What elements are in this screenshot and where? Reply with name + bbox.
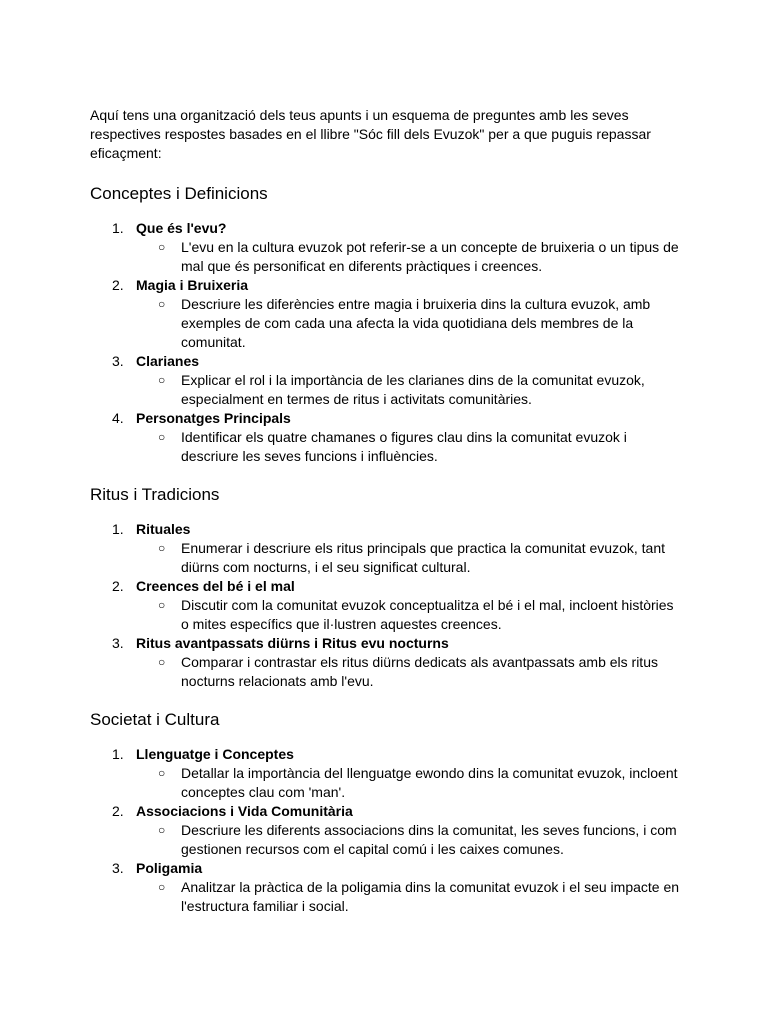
list-item [90,634,680,691]
sub-item [136,238,680,276]
list-item [90,520,680,577]
item-number: 4. [112,410,124,426]
item-number: 2. [112,277,124,293]
item-detail: Detallar la importància del llenguatge ewondo dins la comunitat evuzok, incloent conceptes clau com 'man'. [181,765,678,800]
item-number: 1. [112,220,124,236]
sub-item [136,295,680,352]
list-item [90,409,680,466]
numbered-list [90,520,680,691]
item-detail: Descriure les diferents associacions dins la comunitat, les seves funcions, i com gestionen recursos com el capital comú i les caixes comunes. [181,822,677,857]
circle-bullet-icon: ○ [158,297,166,311]
item-title: Llenguatge i Conceptes [136,746,294,762]
item-title: Poligamia [136,860,203,876]
item-number: 3. [112,635,124,651]
circle-bullet-icon: ○ [158,373,166,387]
item-title: Associacions i Vida Comunitària [136,803,353,819]
sub-item [136,539,680,577]
sub-item [136,653,680,691]
numbered-list [90,219,680,466]
item-number: 2. [112,578,124,594]
sub-item [136,878,680,916]
item-detail: Descriure les diferències entre magia i bruixeria dins la cultura evuzok, amb exemples de com cada una afecta la vida quotidiana dels membres de la comunitat. [181,296,651,350]
section-title: Societat i Cultura [90,710,220,729]
item-title: Creences del bé i el mal [136,578,295,594]
section-conceptes [90,183,680,466]
item-detail: L'evu en la cultura evuzok pot referir-se a un concepte de bruixeria o un tipus de mal que és personificat en diferents pràctiques i creences. [181,239,679,274]
sub-item [136,764,680,802]
list-item [90,352,680,409]
item-detail: Identificar els quatre chamanes o figures clau dins la comunitat evuzok i descriure les seves funcions i influències. [181,429,627,464]
item-title: Rituales [136,521,191,537]
circle-bullet-icon: ○ [158,240,166,254]
list-item [90,276,680,352]
item-detail: Explicar el rol i la importància de les clarianes dins de la comunitat evuzok, especialment en termes de ritus i activitats comunitàries. [181,372,645,407]
item-title: Que és l'evu? [136,220,227,236]
circle-bullet-icon: ○ [158,823,166,837]
item-number: 1. [112,746,124,762]
item-title: Magia i Bruixeria [136,277,249,293]
sub-item [136,821,680,859]
circle-bullet-icon: ○ [158,880,166,894]
item-number: 3. [112,353,124,369]
list-item [90,745,680,802]
list-item [90,219,680,276]
sub-item [136,428,680,466]
item-detail: Comparar i contrastar els ritus diürns dedicats als avantpassats amb els ritus nocturns relacionats amb l'evu. [181,654,658,689]
circle-bullet-icon: ○ [158,430,166,444]
item-detail: Discutir com la comunitat evuzok conceptualitza el bé i el mal, incloent històries o mites específics que il·lustren aquestes creences. [181,597,674,632]
section-title: Ritus i Tradicions [90,485,220,504]
item-title: Clarianes [136,353,200,369]
item-number: 2. [112,803,124,819]
item-title: Ritus avantpassats diürns i Ritus evu nocturns [136,635,449,651]
circle-bullet-icon: ○ [158,655,166,669]
sub-item [136,596,680,634]
item-detail: Enumerar i descriure els ritus principals que practica la comunitat evuzok, tant diürns com nocturns, i el seu significat cultural. [181,540,665,575]
intro-paragraph: Aquí tens una organització dels teus apunts i un esquema de preguntes amb les seves respectives respostes basades en el llibre "Sóc fill dels Evuzok" per a que puguis repassar eficaçment: [90,107,651,161]
item-detail: Analitzar la pràctica de la poligamia dins la comunitat evuzok i el seu impacte en l'estructura familiar i social. [181,879,680,914]
item-number: 1. [112,521,124,537]
list-item [90,802,680,859]
circle-bullet-icon: ○ [158,598,166,612]
item-number: 3. [112,860,124,876]
item-title: Personatges Principals [136,410,291,426]
sub-item [136,371,680,409]
list-item [90,577,680,634]
circle-bullet-icon: ○ [158,541,166,555]
numbered-list [90,745,680,916]
section-title: Conceptes i Definicions [90,184,268,203]
section-societat [90,709,680,916]
list-item [90,859,680,916]
circle-bullet-icon: ○ [158,766,166,780]
section-ritus [90,484,680,691]
